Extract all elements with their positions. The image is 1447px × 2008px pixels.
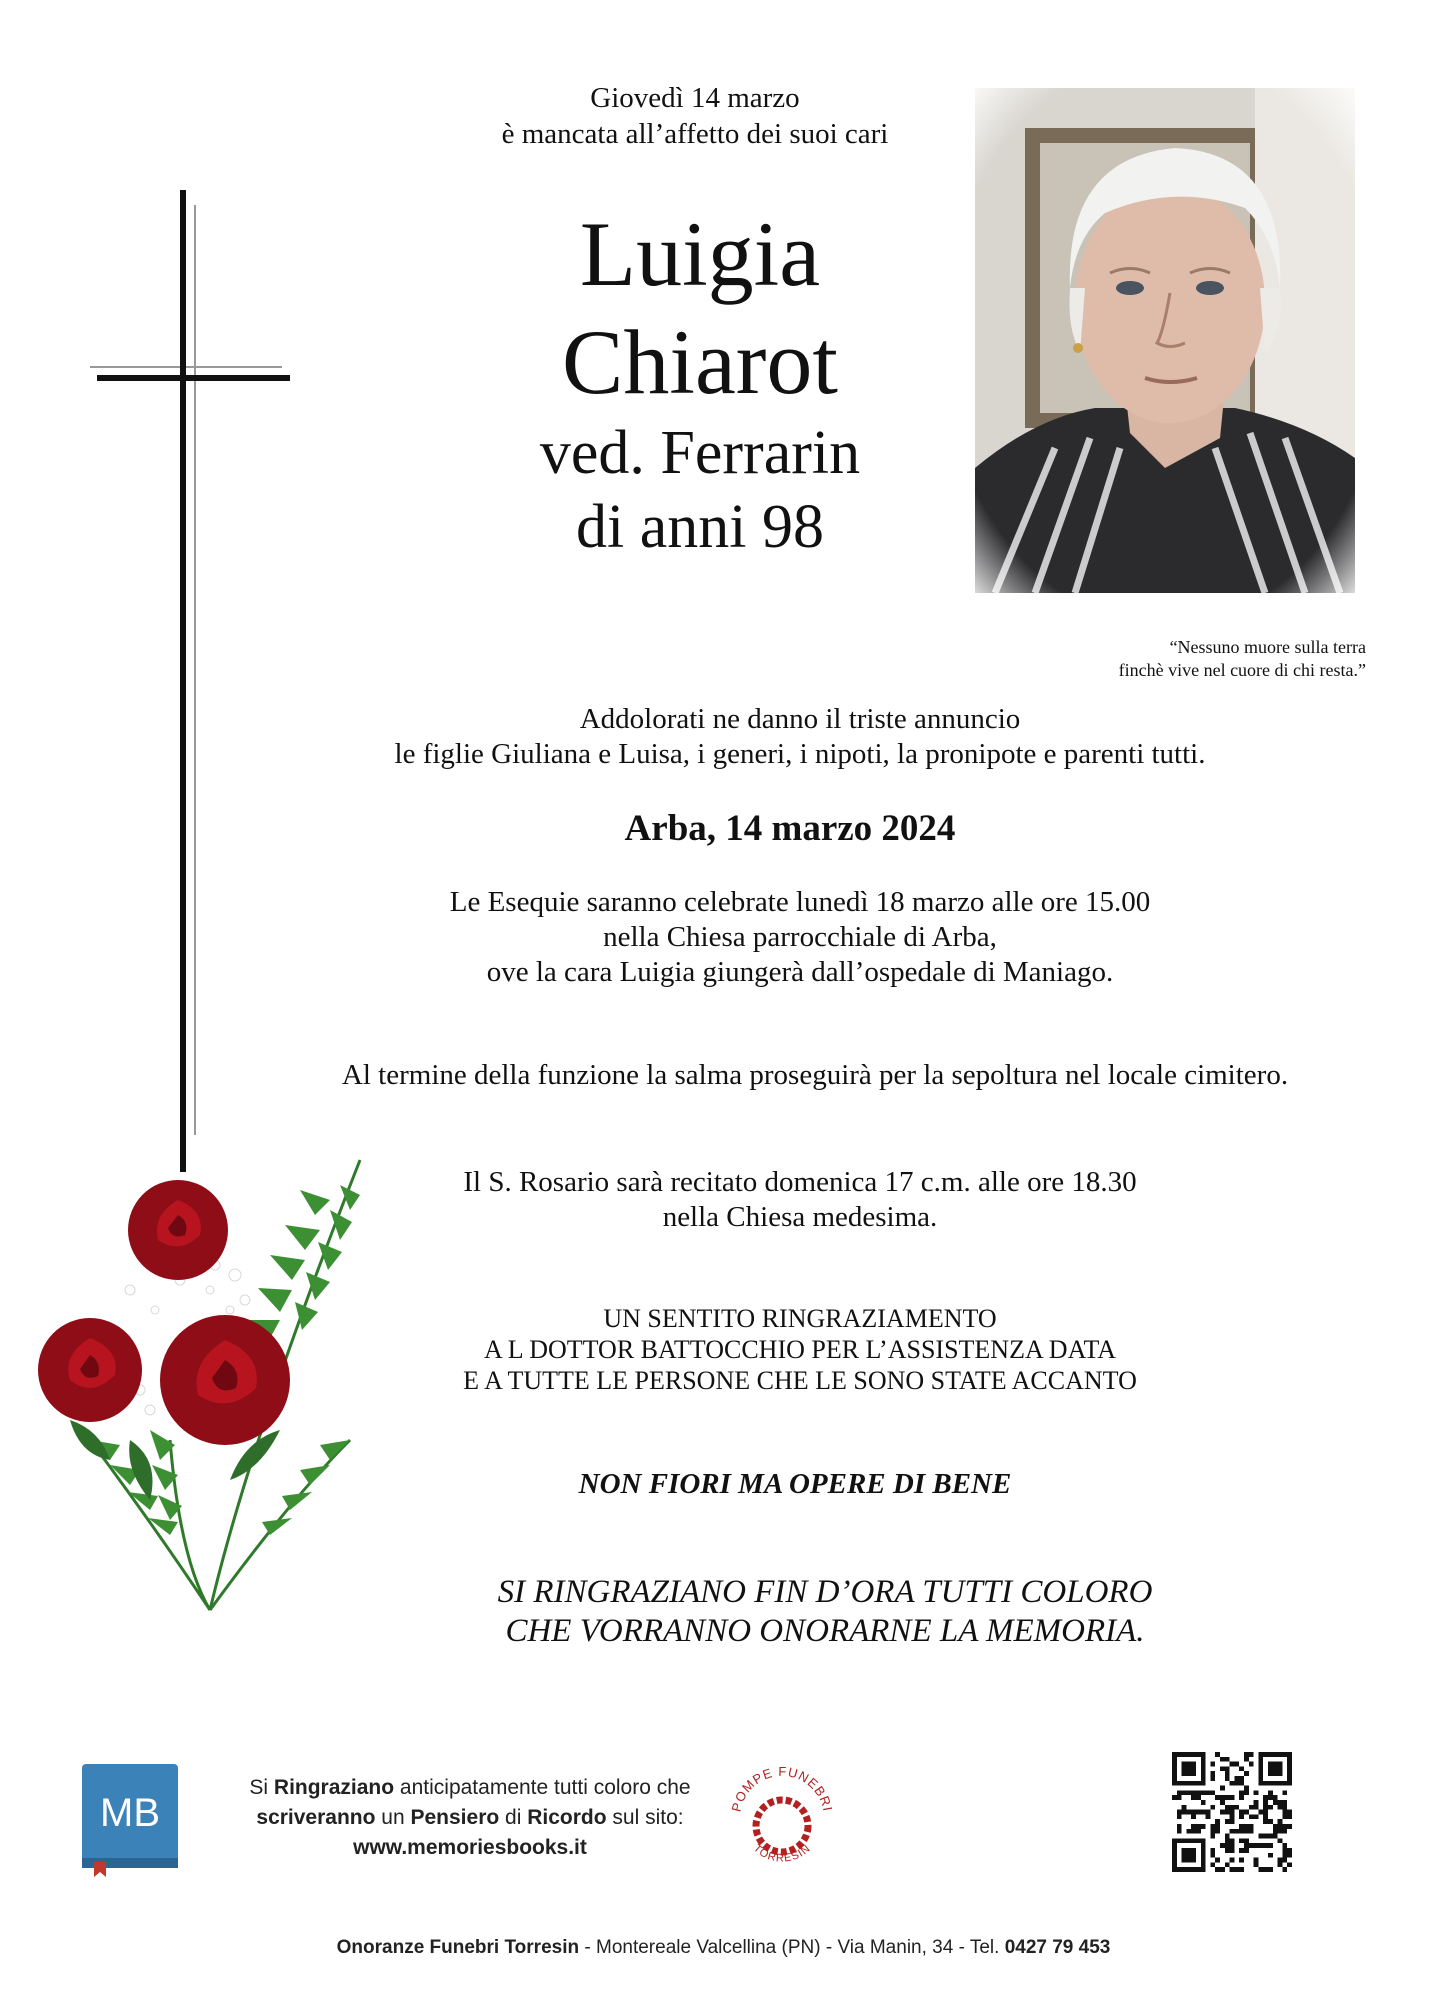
intro-text [430, 80, 960, 152]
memoriesbooks-line-2 [210, 1803, 730, 1833]
first-name: Luigia [579, 203, 821, 305]
announcement-line-2: le figlie Giuliana e Luisa, i generi, i nipoti, la pronipote e parenti tutti. [394, 738, 1206, 770]
announcement-line-1: Addolorati ne danno il triste annuncio [579, 703, 1021, 735]
quote-line-1: “Nessuno muore sulla terra [1169, 637, 1366, 657]
text-di: di [499, 1806, 528, 1829]
closing-line-2: CHE VORRANNO ONORARNE LA MEMORIA. [505, 1613, 1145, 1649]
rosary-info [340, 1165, 1260, 1235]
no-flowers-note: NON FIORI MA OPERE DI BENE [578, 1468, 1012, 1500]
footer-address: - Montereale Valcellina (PN) - Via Manin, 34 - Tel. [579, 1937, 1005, 1958]
burial-info: Al termine della funzione la salma proseguirà per la sepoltura nel locale cimitero. [341, 1059, 1289, 1091]
text-ricordo: Ricordo [527, 1806, 607, 1829]
memoriesbooks-line-1 [210, 1773, 730, 1803]
text-un: un [375, 1806, 411, 1829]
mb-logo-text: MB [100, 1791, 160, 1835]
footer-contact [200, 1937, 1247, 1959]
funeral-line-1: Le Esequie saranno celebrate lunedì 18 marzo alle ore 15.00 [449, 886, 1151, 918]
logo-top-text: POMPE FUNEBRI [728, 1763, 836, 1814]
bookmark-icon [94, 1862, 106, 1877]
pompe-funebri-torresin-logo [722, 1748, 842, 1888]
date-line: Giovedì 14 marzo [590, 82, 800, 114]
memoriesbooks-url-line [210, 1833, 730, 1863]
text-scriveranno: scriveranno [256, 1806, 376, 1829]
text-pensiero: Pensiero [410, 1806, 500, 1829]
text-ringraziano: Ringraziano [273, 1776, 395, 1799]
thanks-line-3: E A TUTTE LE PERSONE CHE LE SONO STATE ACCANTO [463, 1366, 1137, 1395]
thanks-line-1: UN SENTITO RINGRAZIAMENTO [603, 1304, 997, 1333]
funeral-line-3: ove la cara Luigia giungerà dall’ospedale di Maniago. [486, 956, 1114, 988]
memoriesbooks-logo[interactable] [80, 1762, 180, 1877]
age: di anni 98 [576, 493, 824, 561]
last-name: Chiarot [562, 311, 838, 413]
roses-bouquet-image [30, 1140, 380, 1640]
qr-code[interactable] [1172, 1752, 1292, 1872]
cross-shadow-vertical [194, 205, 196, 1135]
deceased-name [440, 200, 960, 416]
cross-vertical-bar [180, 190, 186, 1172]
logo-bottom-text: TORRESIN [750, 1842, 814, 1865]
place-date: Arba, 14 marzo 2024 [624, 808, 956, 849]
funeral-info [340, 885, 1260, 990]
rosary-line-1: Il S. Rosario sarà recitato domenica 17 c.m. alle ore 18.30 [463, 1166, 1137, 1198]
widow-of: ved. Ferrarin [539, 419, 861, 487]
footer-phone[interactable]: 0427 79 453 [1004, 1937, 1111, 1958]
memoriesbooks-message [210, 1773, 730, 1863]
passed-line: è mancata all’affetto dei suoi cari [501, 118, 889, 150]
cross-shadow-horizontal [90, 366, 282, 368]
quote-line-2: finchè vive nel cuore di chi resta.” [1118, 660, 1366, 680]
thanks-message [360, 1303, 1240, 1396]
closing-line-1: SI RINGRAZIANO FIN D’ORA TUTTI COLORO [497, 1574, 1153, 1610]
thanks-line-2: A L DOTTOR BATTOCCHIO PER L’ASSISTENZA DATA [483, 1335, 1117, 1364]
text-anticipatamente: anticipatamente tutti coloro che [394, 1776, 691, 1799]
portrait-photo [975, 88, 1355, 593]
memorial-quote [1000, 636, 1366, 682]
footer-company: Onoranze Funebri Torresin [336, 1937, 580, 1958]
closing-message [400, 1573, 1250, 1651]
cross-horizontal-bar [97, 375, 290, 381]
funeral-line-2: nella Chiesa parrocchiale di Arba, [603, 921, 997, 953]
memoriesbooks-url[interactable]: www.memoriesbooks.it [353, 1836, 587, 1859]
text-sul-sito: sul sito: [606, 1806, 684, 1829]
text-si: Si [249, 1776, 274, 1799]
announcement [300, 702, 1300, 772]
rosary-line-2: nella Chiesa medesima. [662, 1201, 938, 1233]
